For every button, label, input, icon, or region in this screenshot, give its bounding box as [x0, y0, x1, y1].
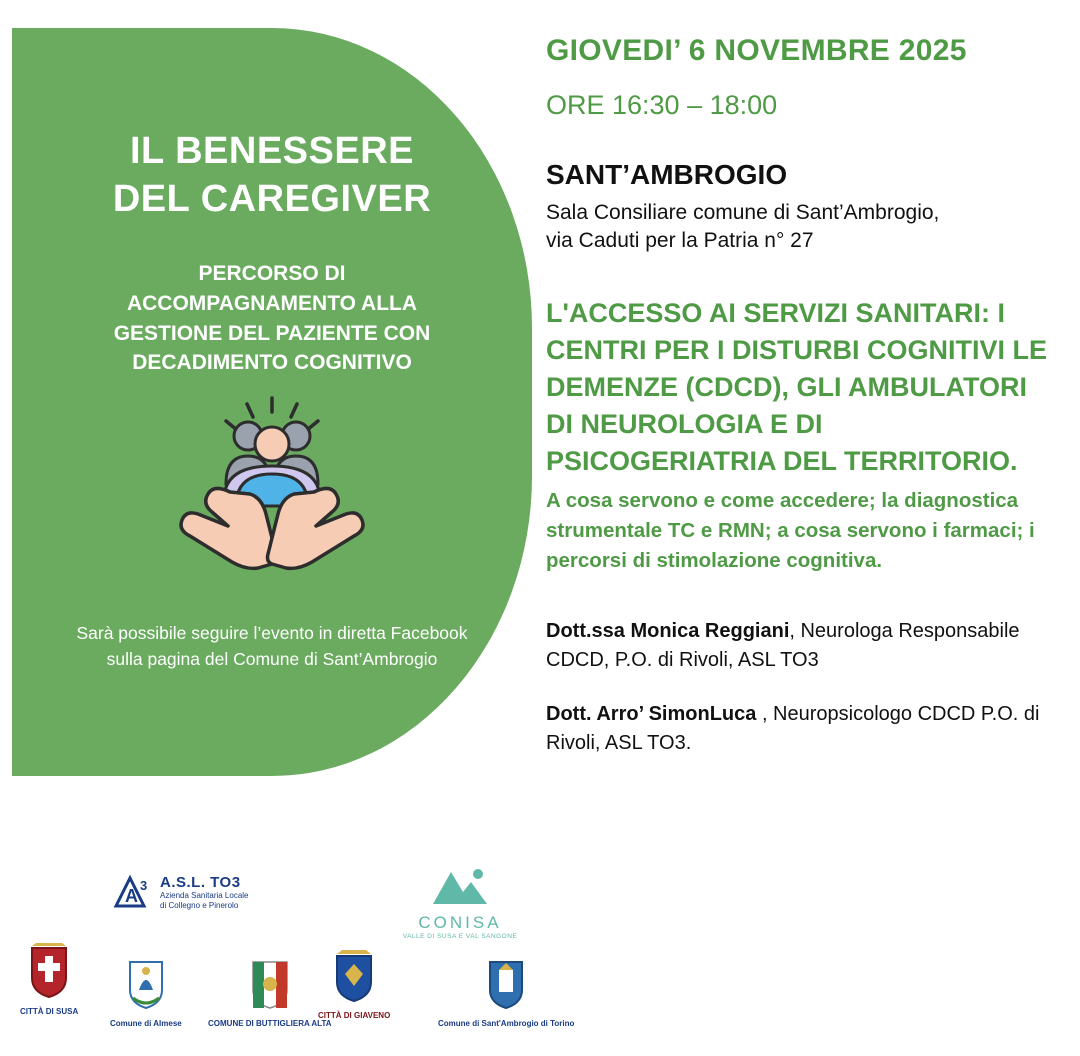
hands-holding-people-icon: [152, 388, 392, 608]
crest-buttigliera-icon: [247, 954, 293, 1012]
event-place-address-line2: via Caduti per la Patria n° 27: [546, 229, 814, 253]
crest-santambrogio-icon: [483, 954, 529, 1012]
speaker-name: Dott. Arro’ SimonLuca: [546, 703, 762, 726]
facebook-live-note: [12, 620, 532, 673]
poster-title-line2: DEL CAREGIVER: [112, 177, 432, 220]
logo-strip: [0, 854, 575, 1044]
asl-mark-icon: [112, 872, 154, 912]
speaker-role: , Neuropsicologo CDCD P.O. di Rivoli, ASL TO3.: [546, 703, 1040, 754]
comune-caption: Comune di Almese: [110, 1019, 182, 1028]
svg-text:3: 3: [140, 878, 148, 893]
event-place-address-line1: Sala Consiliare comune di Sant’Ambrogio,: [546, 201, 940, 224]
event-topic-description: A cosa servono e come accedere; la diagnostica strumentale TC e RMN; a cosa servono i farmaci; i percorsi di stimolazione cognitiva.: [546, 489, 1035, 572]
poster-green-panel: [12, 28, 532, 776]
speaker-entry: [546, 617, 1056, 674]
comune-logo-susa: [20, 942, 78, 1016]
event-topic-title: L'ACCESSO AI SERVIZI SANITARI: I CENTRI PER I DISTURBI COGNITIVI LE DEMENZE (CDCD), GLI AMBULATORI DI NEUROLOGIA E DI PSICOGERIATRIA DEL TERRITORIO.: [546, 298, 1048, 477]
svg-text:A: A: [125, 886, 138, 906]
comune-logo-giaveno: [318, 946, 390, 1020]
page-title: [12, 28, 532, 223]
conisa-logo: [400, 864, 520, 940]
asl-to3-logo: [112, 872, 272, 912]
facebook-live-note-line2: sulla pagina del Comune di Sant’Ambrogio: [106, 649, 438, 670]
event-details-column: [546, 34, 1056, 783]
asl-subtitle-line2: di Collegno e Pinerolo: [160, 900, 239, 910]
facebook-live-note-line1: Sarà possibile seguire l’evento in diretta Facebook: [76, 623, 468, 643]
speaker-role: , Neurologa Responsabile CDCD, P.O. di Rivoli, ASL TO3: [546, 620, 1020, 671]
event-time: ORE 16:30 – 18:00: [546, 90, 778, 120]
comune-caption: CITTÀ DI GIAVENO: [318, 1011, 391, 1020]
poster-subtitle: PERCORSO DI ACCOMPAGNAMENTO ALLA GESTIONE DEL PAZIENTE CON DECADIMENTO COGNITIVO: [113, 262, 431, 375]
conisa-subtitle: VALLE DI SUSA E VAL SANGONE: [402, 933, 518, 940]
comune-caption: CITTÀ DI SUSA: [20, 1007, 79, 1016]
event-place-address: [546, 199, 1056, 255]
asl-subtitle-line1: Azienda Sanitaria Locale: [160, 890, 249, 900]
comune-logo-buttigliera-alta: [208, 954, 332, 1028]
conisa-title: CONISA: [418, 913, 502, 932]
comune-caption: Comune di Sant'Ambrogio di Torino: [438, 1019, 575, 1028]
conisa-mountain-icon: [423, 864, 497, 908]
speaker-name: Dott.ssa Monica Reggiani: [546, 620, 790, 643]
comune-logo-santambrogio: [438, 954, 574, 1028]
asl-title: A.S.L. TO3: [160, 873, 241, 891]
speaker-entry: [546, 700, 1056, 757]
crest-almese-icon: [123, 954, 169, 1012]
comune-logo-almese: [110, 954, 182, 1028]
comune-caption: COMUNE DI BUTTIGLIERA ALTA: [208, 1019, 332, 1028]
event-place-name: SANT’AMBROGIO: [546, 159, 788, 190]
poster-title-line1: IL BENESSERE: [129, 130, 415, 172]
crest-susa-icon: [26, 942, 72, 1000]
event-date: GIOVEDI’ 6 NOVEMBRE 2025: [546, 34, 967, 67]
crest-giaveno-icon: [331, 946, 377, 1004]
